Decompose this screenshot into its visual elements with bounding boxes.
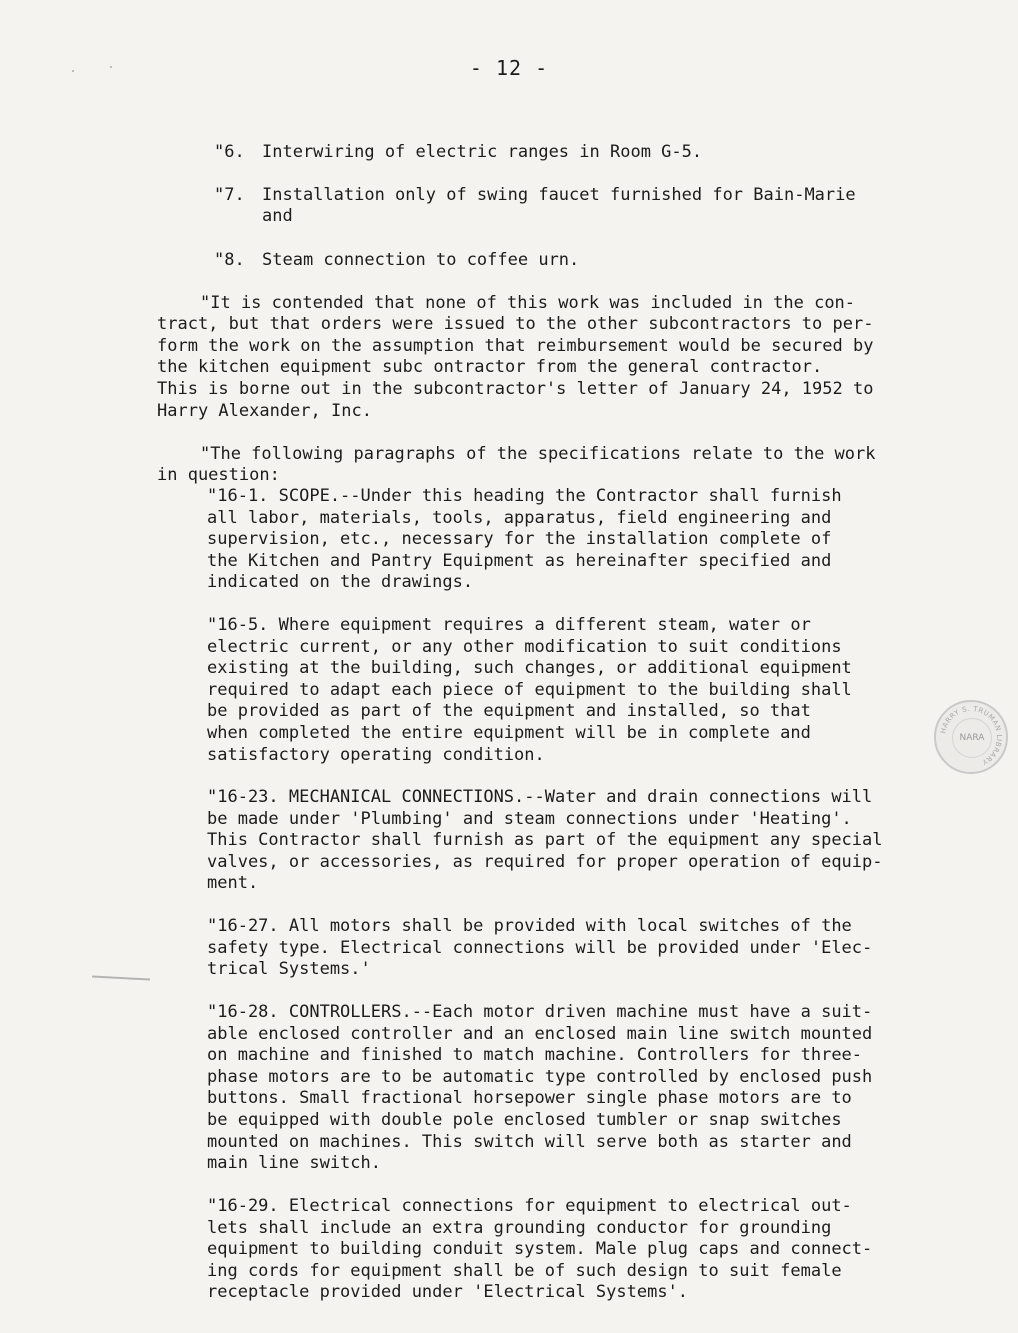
speck [110,66,112,68]
list-item [214,228,579,271]
contention-paragraph [157,271,937,422]
speck [72,70,74,72]
stamp-center: NARA [952,718,992,758]
specifications-intro-text: "The following paragraphs of the specifications relate to the work in question: [157,443,876,486]
item-text: Steam connection to coffee urn. [262,249,580,270]
contention-text: "It is contended that none of this work was included in the con- tract, but that orders were issued to the other subcontractors to per- form the work on the assumption that reimbursement would be secured by the kitchen equipment subc ontractor from the general contractor. This is borne out in the subcontractor's letter of January 24, 1952 to Harry Alexander, Inc. [157,292,874,421]
list-item [214,120,702,163]
item-text: Interwiring of electric ranges in Room G-5. [262,141,703,162]
spec-16-28: "16-28. CONTROLLERS.--Each motor driven machine must have a suit- able enclosed controller and an enclosed main line switch mounted on machine and finished to match machine. Controllers for three- phase motors are to be automatic type controlled by enclosed push buttons. Small fractional horsepower single phase motors are to be equipped with double pole enclosed tumbler or snap switches mounted on machines. This switch will serve both as starter and main line switch. [207,1002,873,1174]
margin-mark [92,975,150,980]
item-number: "6. [214,141,245,162]
spec-16-23: "16-23. MECHANICAL CONNECTIONS.--Water and drain connections will be made under 'Plumbing' and steam connections under 'Heating'. This Contractor shall furnish as part of the equipment any special valves, or accessories, as required for proper operation of equip- ment. [207,787,883,894]
spec-16-1: "16-1. SCOPE.--Under this heading the Contractor shall furnish all labor, materials, tools, apparatus, field engineering and supervision, etc., necessary for the installation complete of the Kitchen and Pantry Equipment as hereinafter specified and indicated on the drawings. [207,486,842,593]
item-number: "7. [214,184,245,205]
spec-16-27: "16-27. All motors shall be provided with local switches of the safety type. Electrical connections will be provided under 'Elec- trical Systems.' [207,916,873,980]
spec-16-29: "16-29. Electrical connections for equipment to electrical out- lets shall include an extra grounding conductor for grounding equipment to building conduit system. Male plug caps and connect- ing cords for equipment shall be of such design to suit female receptacle provided under 'Electrical Systems'. [207,1196,873,1303]
item-number: "8. [214,249,245,270]
page-number: - 12 - [469,56,549,80]
item-text: Installation only of swing faucet furnished for Bain-Marie and [262,184,856,227]
specifications-intro [157,422,937,487]
spec-16-5: "16-5. Where equipment requires a different steam, water or electric current, or any other modification to suit conditions existing at the building, such changes, or additional equipment required to adapt each piece of equipment to the building shall be provided as part of the equipment and installed, so that when completed the entire equipment will be in complete and satisfactory operating condition. [207,615,852,765]
stamp-ring-text: HARRY S. TRUMAN LIBRARY [939,704,1004,767]
library-stamp [934,700,1008,774]
